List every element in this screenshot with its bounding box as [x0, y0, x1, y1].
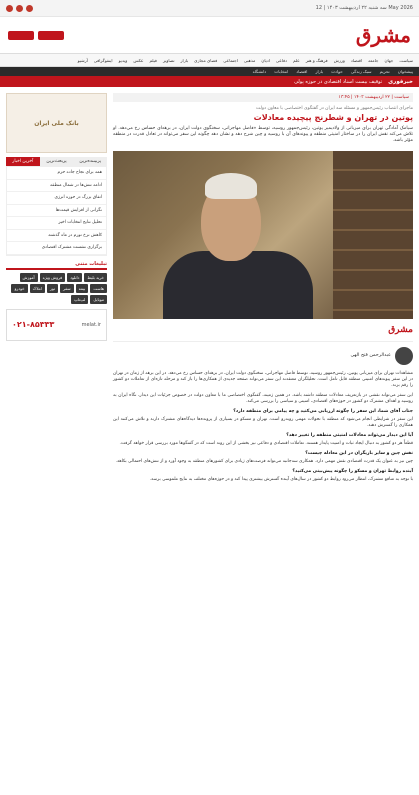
ad-tag[interactable]: تور — [47, 284, 58, 293]
article-kicker: ماجرای انتصاب رئیس‌جمهور و مسئله سه ایران در گفتگوی اختصاصی با معاون دولت — [256, 106, 413, 111]
site-header — [0, 17, 419, 53]
sidebar-tabs — [6, 157, 107, 166]
bank-phone: ۰۲۱-۸۵۳۳۳ — [12, 320, 55, 329]
nav-item[interactable]: دفاعی — [275, 57, 288, 63]
nav-item[interactable]: فضای مجازی — [194, 57, 218, 63]
nav-item[interactable]: فرهنگ و هنر — [305, 57, 328, 63]
breaking-label: خبرفوری — [388, 78, 413, 85]
bank-site: melat.ir — [81, 321, 101, 328]
article-paragraph: این سفر می‌تواند نقشی در بازتعریف معادلات منطقه داشته باشد. در همین زمینه، گفتگوی اختصاصی ما با معاون دولت در خصوص جزئیات این دیدار، نگاه ایران به روسیه و اهداف مشترک دو کشور در حوزه‌های اقتصادی، امنیتی و سیاسی را بررسی می‌کند. — [113, 392, 413, 404]
subnav-item[interactable]: انتخابات — [274, 69, 289, 74]
tab-most-viewed[interactable]: پربیننده‌ترین — [73, 157, 107, 166]
sub-nav — [0, 67, 419, 76]
nav-item[interactable]: آرشیو — [77, 57, 88, 63]
ad-tag[interactable]: بیمه — [76, 284, 89, 293]
breaking-ticker[interactable]: توقیف بیست اسناد اقتصادی در حوزه پولی — [294, 78, 383, 85]
ad-tag[interactable]: خودرو — [11, 284, 27, 293]
author-block — [113, 341, 413, 365]
nav-item[interactable]: عکس — [133, 57, 144, 63]
nav-item[interactable]: سیاست — [399, 57, 413, 63]
list-item[interactable]: برگزاری نشست مشترک اقتصادی — [7, 242, 106, 255]
top-bar — [0, 0, 419, 17]
nav-item[interactable]: علم — [293, 57, 300, 63]
bank-banner-label: بانک ملی ایران — [34, 119, 79, 127]
interview-answer: با توجه به منافع مشترک، انتظار می‌رود روابط دو کشور در سال‌های آینده گسترش بیشتری پیدا کند و در حوزه‌های مختلف به نتایج ملموسی برسد. — [149, 476, 413, 482]
social-icons — [6, 5, 33, 12]
tab-latest[interactable]: آخرین اخبار — [6, 157, 40, 166]
search-button[interactable] — [8, 31, 34, 40]
nav-item[interactable]: اقتصاد — [350, 57, 363, 63]
subnav-item[interactable]: حوادث — [331, 69, 343, 74]
subnav-item[interactable]: تحریم — [379, 69, 390, 74]
nav-item[interactable]: فیلم — [149, 57, 157, 63]
inline-logo: مشرق — [388, 324, 413, 335]
interview-question: جناب آقای شما، این سفر را چگونه ارزیابی می‌کنید و چه پیامی برای منطقه دارد؟ — [233, 408, 413, 414]
subnav-item[interactable]: پیشخوان — [397, 69, 413, 74]
ad-tag[interactable]: سفر — [60, 284, 74, 293]
nav-item[interactable]: جهان — [384, 57, 394, 63]
header-actions — [8, 31, 64, 40]
list-item[interactable]: نگرانی از افزایش قیمت‌ها — [7, 205, 106, 218]
subnav-item[interactable]: اقتصاد — [296, 69, 308, 74]
nav-item[interactable]: ویدیو — [118, 57, 128, 63]
nav-item[interactable]: تصاویر — [162, 57, 175, 63]
sidebar — [6, 93, 107, 487]
article-meta: سیاست | ۲۲ اردیبهشت ۱۴۰۳ | ۱۳:۴۵ — [113, 93, 413, 102]
list-item[interactable]: کاهش نرخ تورم در ماه گذشته — [7, 230, 106, 243]
author-avatar — [395, 347, 413, 365]
instagram-icon[interactable] — [16, 5, 23, 12]
nav-item[interactable]: ادیان — [261, 57, 270, 63]
content-wrap — [0, 87, 419, 487]
ad-tag[interactable]: فروش ویژه — [40, 273, 66, 282]
ad-tag[interactable]: دانلود — [67, 273, 82, 282]
suit-shape — [163, 251, 313, 319]
article-title: پوتین در تهران و شطرنج پیچیده معادلات — [253, 113, 413, 122]
tab-most-discussed[interactable]: پربحث‌ترین — [40, 157, 74, 166]
article-photo — [113, 151, 413, 319]
menu-button[interactable] — [38, 31, 64, 40]
nav-item[interactable]: بازار — [180, 57, 189, 63]
ads-section-title: تبلیغات متنی — [6, 261, 107, 270]
ad-tag[interactable]: موبایل — [90, 295, 107, 304]
date-label: سه شنبه ۲۲ اردیبهشت ۱۴۰۳ | 12 May 2026 — [315, 5, 413, 11]
list-item[interactable]: ادامه تنش‌ها در شمال منطقه — [7, 180, 106, 193]
hair-shape — [205, 173, 257, 199]
text-ads — [6, 273, 107, 304]
ad-tag[interactable]: املاک — [30, 284, 45, 293]
author-name[interactable]: عبدالرحمن فتح الهی — [350, 353, 391, 359]
bank-ad[interactable] — [6, 309, 107, 341]
nav-item[interactable]: مذهبی — [243, 57, 256, 63]
telegram-icon[interactable] — [6, 5, 13, 12]
ad-tag[interactable]: هاست — [90, 284, 107, 293]
article-column — [113, 93, 413, 487]
nav-item[interactable]: ورزش — [333, 57, 345, 63]
interview-answer: قطعاً هر دو کشور به دنبال ایجاد ثبات و امنیت پایدار هستند. تعاملات اقتصادی و دفاعی نیز بخشی از این روند است که در گفتگوها مورد بررسی قرار خواهد گرفت. — [119, 440, 413, 446]
nav-item[interactable]: جامعه — [368, 57, 379, 63]
bookshelf-shape — [333, 151, 413, 319]
list-item[interactable]: اتفاق بزرگ در حوزه انرژی — [7, 192, 106, 205]
subnav-item[interactable]: دانشگاه — [252, 69, 267, 74]
article-paragraph: مشاهدات تهران برای میزبانی پوتین، رئیس‌جمهور روسیه، توسط فاضل مهاجرانی، سخنگوی دولت ایران، در برهه‌ای حساس رخ می‌دهد. در این برهه از زمان در تهران در این سفر پیوندهای امنیتی منطقه قابل تامل است. تحلیلگران معتقدند این سفر می‌تواند صفحه جدیدی از همکاری‌ها را باز کند و مرحله تازه‌ای از تعاملات دو کشور را رقم بزند. — [113, 370, 413, 388]
nav-item[interactable]: اینفوگرافی — [93, 57, 113, 63]
list-item[interactable]: همه برای نجاح جاده حرم — [7, 167, 106, 180]
ad-tag[interactable]: لپ‌تاپ — [71, 295, 88, 304]
list-item[interactable]: تحلیل نتایج انتخابات اخیر — [7, 217, 106, 230]
ad-tag[interactable]: خرید بلیط — [84, 273, 107, 282]
twitter-icon[interactable] — [26, 5, 33, 12]
ad-tag[interactable]: آموزش — [20, 273, 38, 282]
sidebar-news-list — [6, 166, 107, 256]
interview-answer: این سفر در شرایطی انجام می‌شود که منطقه با تحولات مهمی روبه‌رو است. تهران و مسکو در بسیاری از پرونده‌ها دیدگاه‌های مشترک دارند و تلاش می‌کنند این همکاری را گسترش دهند. — [113, 416, 413, 428]
interview-question: آینده روابط تهران و مسکو را چگونه پیش‌بینی می‌کنید؟ — [292, 468, 413, 474]
interview-question: آیا این دیدار می‌تواند معادلات امنیتی منطقه را تغییر دهد؟ — [286, 432, 413, 438]
interview-question: نقش چین و سایر بازیگران در این معادله چیست؟ — [305, 450, 413, 456]
subnav-item[interactable]: سبک زندگی — [350, 69, 372, 74]
site-logo[interactable]: مشرق — [355, 23, 411, 47]
subnav-item[interactable]: بازار — [315, 69, 324, 74]
article-lead: سیامک آمادگی تهران برای میزبانی از ولادیمیر پوتین، رئیس‌جمهور روسیه، توسط «فاضل مهاجرانی، سخنگوی دولت ایران، در برهه‌ای حساس رخ می‌دهد. او تلاش می‌کند نقش ایران را در ساختار امنیتی منطقه و پیوندهای آن با روسیه و چین شرح دهد و نشان دهد چگونه این سفر می‌تواند در تعادل قدرت در منطقه مؤثر باشد. — [113, 126, 413, 144]
bank-banner[interactable] — [6, 93, 107, 153]
breaking-news-bar — [0, 76, 419, 87]
interview-answer: چین نیز به عنوان یک قدرت اقتصادی نقش مهمی دارد. همکاری سه‌جانبه می‌تواند فرصت‌های زیادی برای کشورهای منطقه به وجود آورد و از تنش‌های احتمالی بکاهد. — [115, 458, 413, 464]
main-nav — [0, 53, 419, 67]
nav-item[interactable]: اجتماعی — [223, 57, 238, 63]
